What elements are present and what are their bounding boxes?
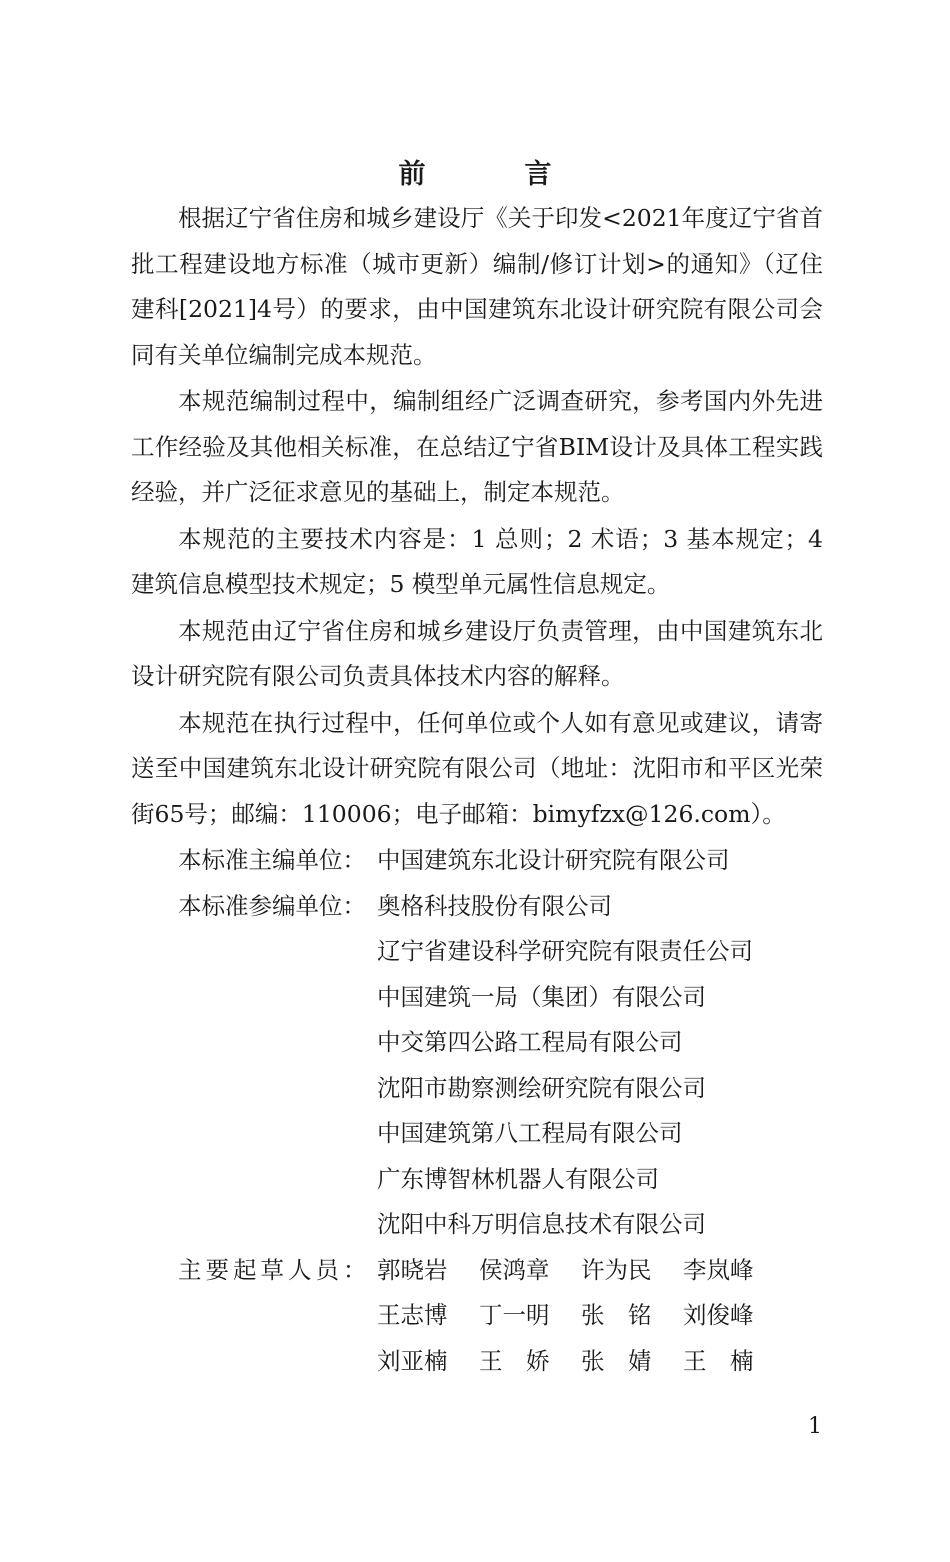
paragraph: 根据辽宁省住房和城乡建设厅《关于印发<2021年度辽宁省首批工程建设地方标准（城市更新）编制/修订计划>的通知》（辽住建科[2021]4号）的要求，由中国建筑东北设计研究院有限公司会同有关单位编制完成本规范。 <box>131 204 823 369</box>
participating-unit-row <box>131 929 823 975</box>
chief-unit-row <box>131 838 823 884</box>
participating-unit-name: 中国建筑一局（集团）有限公司 <box>377 982 706 1011</box>
drafter-name: 张 婧 <box>581 1346 652 1375</box>
drafter-name: 张 铭 <box>581 1301 652 1329</box>
drafters-row <box>131 1248 823 1294</box>
drafter-name: 刘俊峰 <box>683 1301 754 1329</box>
drafter-name: 王志博 <box>377 1301 448 1329</box>
paragraph: 本规范在执行过程中，任何单位或个人如有意见或建议，请寄送至中国建筑东北设计研究院有限公司（地址：沈阳市和平区光荣街65号；邮编：110006；电子邮箱：bimyfzx@126.com）。 <box>131 708 823 828</box>
participating-unit-row <box>131 1111 823 1157</box>
participating-unit-name: 广东博智林机器人有限公司 <box>377 1164 659 1193</box>
drafter-name: 侯鸿章 <box>479 1255 550 1284</box>
participating-unit-name: 沈阳市勘察测绘研究院有限公司 <box>377 1073 706 1102</box>
preface-body <box>131 196 823 838</box>
units-section <box>131 838 823 1384</box>
drafter-name: 许为民 <box>581 1255 652 1284</box>
participating-unit-row <box>131 1157 823 1203</box>
paragraph: 本规范编制过程中，编制组经广泛调查研究，参考国内外先进工作经验及其他相关标准，在总结辽宁省BIM设计及具体工程实践经验，并广泛征求意见的基础上，制定本规范。 <box>131 387 823 506</box>
participating-unit-name: 奥格科技股份有限公司 <box>377 891 612 920</box>
chief-unit-name: 中国建筑东北设计研究院有限公司 <box>377 846 730 874</box>
drafter-name: 丁一明 <box>479 1301 550 1329</box>
participating-unit-name: 中国建筑第八工程局有限公司 <box>377 1119 683 1147</box>
page-title: 前 言 <box>398 159 588 190</box>
drafter-name: 郭晓岩 <box>377 1255 448 1284</box>
drafter-name: 王 娇 <box>479 1346 550 1375</box>
drafters-label: 主要起草人员： <box>178 1255 371 1284</box>
participating-unit-row <box>131 1020 823 1066</box>
participating-unit-name: 沈阳中科万明信息技术有限公司 <box>377 1210 706 1238</box>
paragraph: 本规范由辽宁省住房和城乡建设厅负责管理，由中国建筑东北设计研究院有限公司负责具体技术内容的解释。 <box>131 616 823 690</box>
drafter-name: 李岚峰 <box>683 1255 754 1284</box>
drafter-name: 刘亚楠 <box>377 1346 448 1375</box>
participating-unit-row <box>131 975 823 1021</box>
page-number: 1 <box>808 1414 822 1439</box>
participating-unit-row <box>131 884 823 930</box>
drafters-row <box>131 1293 823 1339</box>
participating-unit-name: 辽宁省建设科学研究院有限责任公司 <box>377 937 753 965</box>
participating-unit-row <box>131 1202 823 1248</box>
participating-unit-row <box>131 1066 823 1112</box>
chief-unit-label: 本标准主编单位： <box>178 846 366 874</box>
participating-units-label: 本标准参编单位： <box>178 891 366 920</box>
participating-unit-name: 中交第四公路工程局有限公司 <box>377 1028 683 1056</box>
paragraph: 本规范的主要技术内容是：1 总则；2 术语；3 基本规定；4 建筑信息模型技术规定；5 模型单元属性信息规定。 <box>131 524 823 598</box>
drafters-row <box>131 1339 823 1385</box>
drafter-name: 王 楠 <box>683 1346 754 1375</box>
